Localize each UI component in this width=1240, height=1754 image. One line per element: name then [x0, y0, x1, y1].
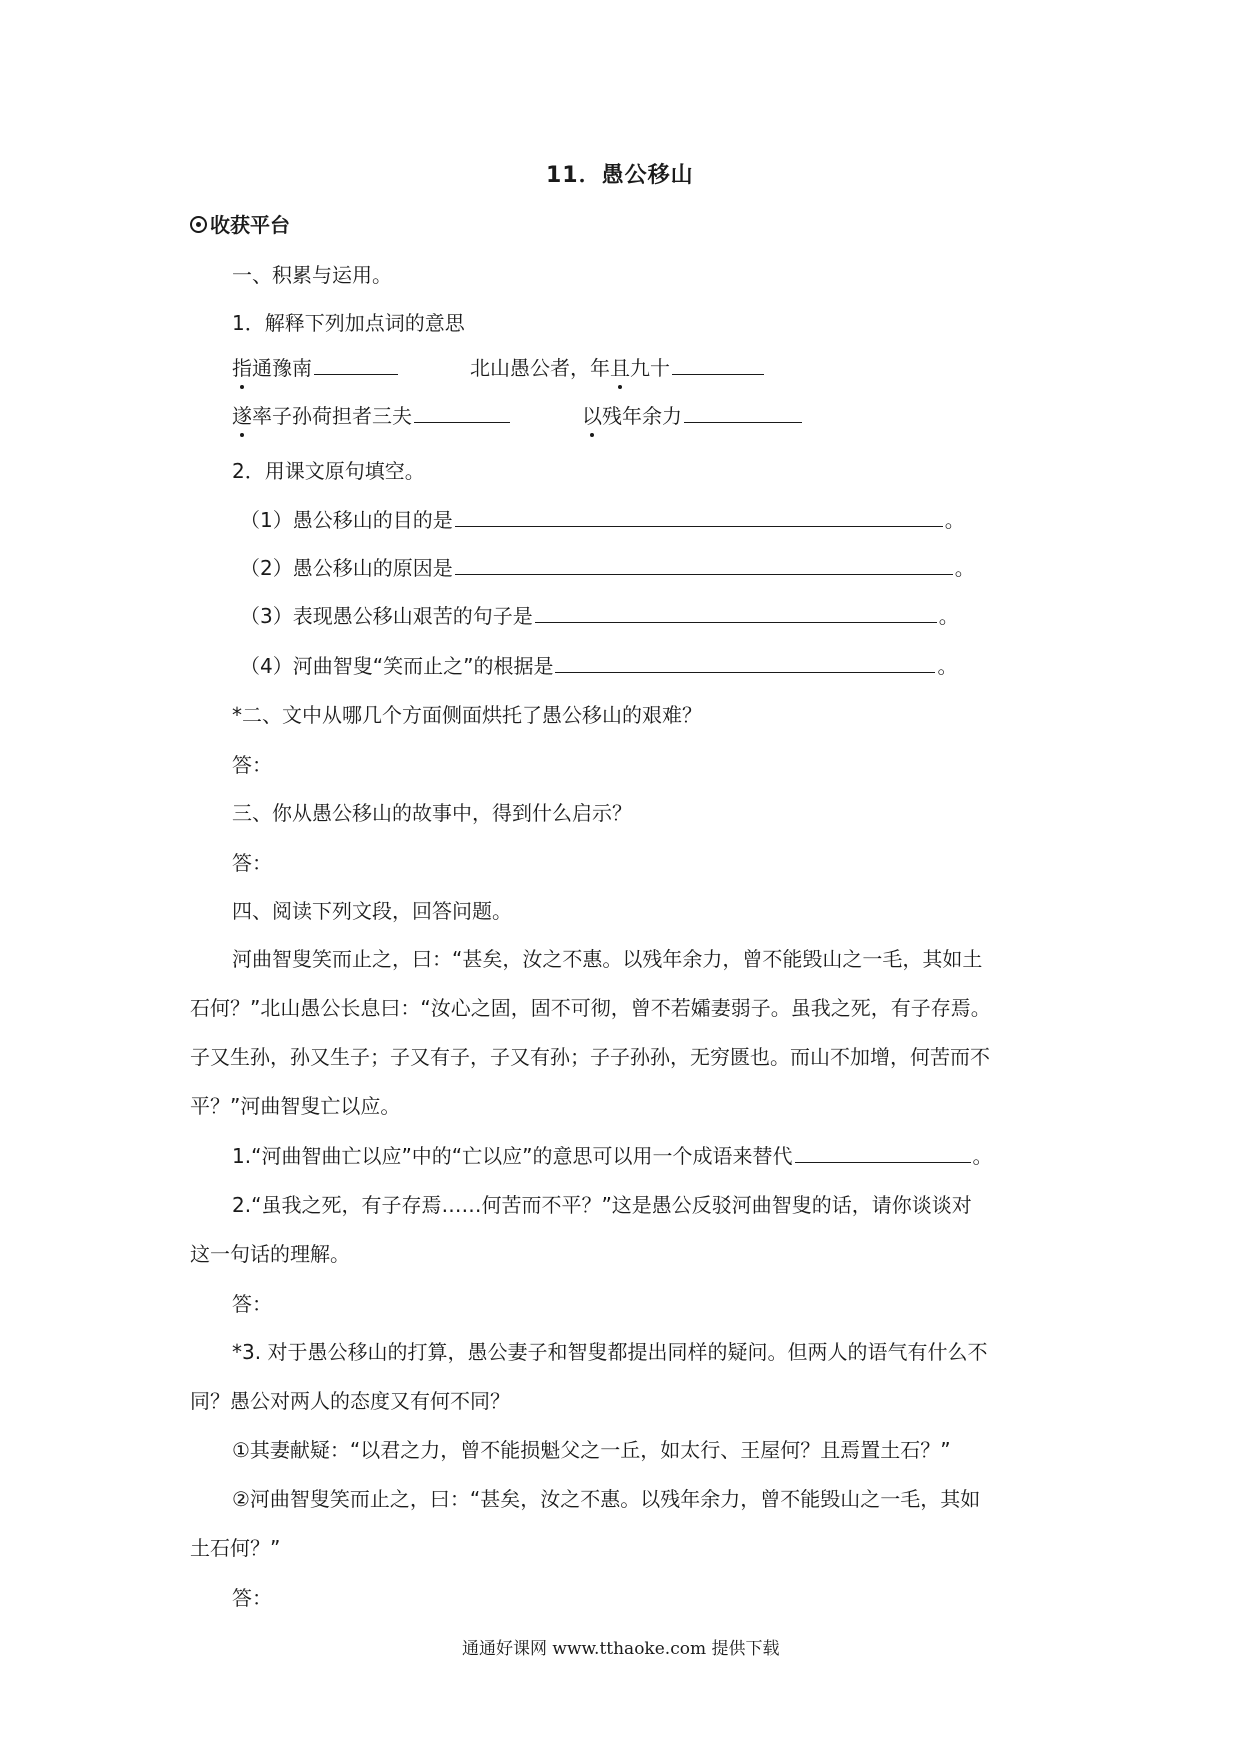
dotted-char: 以 — [582, 404, 602, 428]
section-label: 收获平台 — [210, 213, 290, 237]
passage-line: 石何？”北山愚公长息曰：“汝心之固，固不可彻，曾不若孀妻弱子。虽我之死，有子存焉。 — [190, 996, 991, 1020]
dotted-char: 指 — [232, 356, 252, 380]
word-item-1: 指通豫南 — [232, 354, 400, 381]
reading-q3-item2-line: ②河曲智叟笑而止之，曰：“甚矣，汝之不惠。以残年余力，曾不能毁山之一毛，其如 — [232, 1487, 981, 1511]
q1-label: 1．解释下列加点词的意思 — [232, 311, 465, 335]
word-item-4: 以残年余力 — [582, 402, 804, 429]
answer-blank[interactable] — [414, 402, 510, 423]
answer-blank[interactable] — [684, 402, 802, 423]
page-title: 11．愚公移山 — [546, 163, 694, 188]
word-item-3: 遂率子孙荷担者三夫 — [232, 402, 512, 429]
part3-answer: 答： — [232, 851, 272, 875]
reading-q3-answer: 答： — [232, 1586, 272, 1610]
answer-blank[interactable] — [455, 506, 943, 527]
part1-heading: 一、积累与运用。 — [232, 263, 392, 287]
page-footer: 通通好课网 www.tthaoke.com 提供下载 — [462, 1639, 780, 1659]
fill-item-4: （4）河曲智叟“笑而止之”的根据是 。 — [240, 654, 958, 678]
fill-item-2: （2）愚公移山的原因是 。 — [240, 556, 975, 580]
target-circle-icon — [190, 216, 207, 233]
part2-answer: 答： — [232, 753, 272, 777]
answer-blank[interactable] — [535, 602, 937, 623]
reading-q3-line: 同？愚公对两人的态度又有何不同？ — [190, 1389, 510, 1413]
reading-q2-answer: 答： — [232, 1292, 272, 1316]
section-heading — [190, 212, 290, 238]
reading-q2-line: 这一句话的理解。 — [190, 1242, 350, 1266]
dotted-char: 且 — [610, 356, 630, 380]
passage-line: 子又生孙，孙又生子；子又有子，子又有孙；子子孙孙，无穷匮也。而山不加增，何苦而不 — [190, 1045, 990, 1069]
fill-item-3: （3）表现愚公移山艰苦的句子是 。 — [240, 604, 959, 628]
dotted-char: 遂 — [232, 404, 252, 428]
passage-line: 平？”河曲智叟亡以应。 — [190, 1094, 401, 1118]
answer-blank[interactable] — [555, 652, 935, 673]
fill-item-1: （1）愚公移山的目的是 。 — [240, 508, 965, 532]
reading-q1: 1.“河曲智曲亡以应”中的“亡以应”的意思可以用一个成语来替代 。 — [232, 1144, 993, 1168]
reading-q3-line: *3. 对于愚公移山的打算，愚公妻子和智叟都提出同样的疑问。但两人的语气有什么不 — [232, 1340, 988, 1364]
reading-q2-line: 2.“虽我之死，有子存焉……何苦而不平？”这是愚公反驳河曲智叟的话，请你谈谈对 — [232, 1193, 972, 1217]
reading-q3-item1: ①其妻献疑：“以君之力，曾不能损魁父之一丘，如太行、王屋何？且焉置土石？” — [232, 1438, 951, 1462]
part4-heading: 四、阅读下列文段，回答问题。 — [232, 899, 512, 923]
passage-line: 河曲智叟笑而止之，曰：“甚矣，汝之不惠。以残年余力，曾不能毁山之一毛，其如土 — [232, 947, 983, 971]
part2-heading: *二、文中从哪几个方面侧面烘托了愚公移山的艰难？ — [232, 703, 702, 727]
part3-heading: 三、你从愚公移山的故事中，得到什么启示？ — [232, 801, 632, 825]
answer-blank[interactable] — [455, 554, 953, 575]
answer-blank[interactable] — [672, 354, 764, 375]
answer-blank[interactable] — [314, 354, 398, 375]
answer-blank[interactable] — [795, 1142, 971, 1163]
q2-label: 2．用课文原句填空。 — [232, 459, 425, 483]
reading-q3-item2-line: 土石何？” — [190, 1536, 281, 1560]
word-item-2: 北山愚公者，年且九十 — [470, 354, 766, 381]
